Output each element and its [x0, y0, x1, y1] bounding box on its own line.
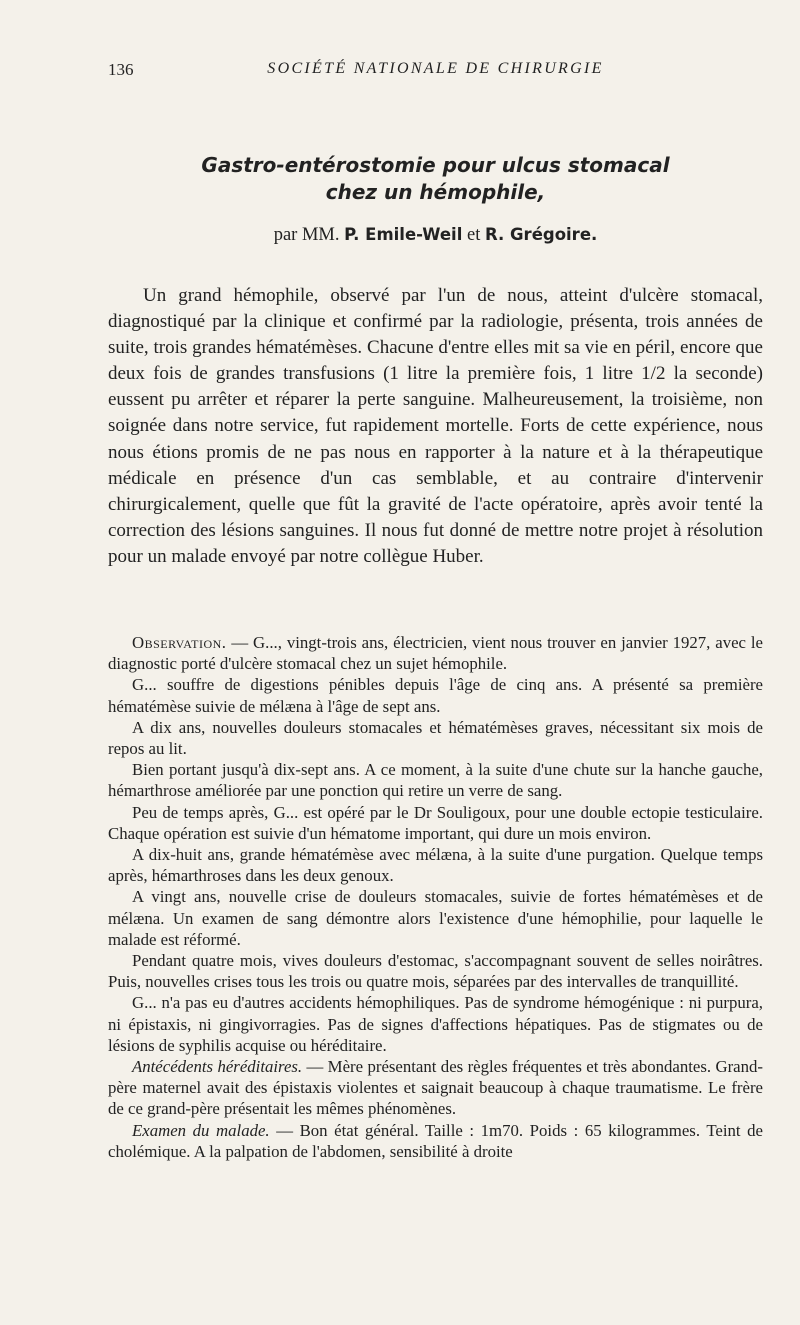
observation-section: [108, 632, 763, 1162]
byline-prefix: par MM.: [273, 225, 340, 245]
exam-lead: Examen du malade.: [132, 1120, 270, 1140]
page-number: 136: [108, 60, 134, 79]
byline: [108, 225, 763, 246]
obs-paragraph-3: A dix ans, nouvelles douleurs stomacales et hématémèses graves, nécessitant six mois de repos au lit.: [108, 717, 763, 759]
obs-paragraph-2: G... souffre de digestions pénibles depuis l'âge de cinq ans. A présenté sa première hématémèse suivie de mélæna à l'âge de sept ans.: [108, 675, 763, 716]
heredity-lead: Antécédents héréditaires.: [132, 1057, 303, 1077]
obs-paragraph-9: G... n'a pas eu d'autres accidents hémophiliques. Pas de syndrome hémogénique : ni purpura, ni épistaxis, ni gingivorragies. Pas de signes d'affections hépatiques. Pas de stigmates ou de lésions de syphilis acquise ou héréditaire.: [108, 993, 763, 1055]
obs-paragraph-5: Peu de temps après, G... est opéré par le Dr Souligoux, pour une double ectopie testiculaire. Chaque opération est suivie d'un hématome important, qui dure un mois environ.: [108, 802, 763, 843]
intro-section: [108, 283, 763, 570]
intro-paragraph: Un grand hémophile, observé par l'un de nous, atteint d'ulcère stomacal, diagnostiqué par la clinique et confirmé par la radiologie, présenta, trois années de suite, trois grandes hématémèses. Chacune d'entre elles mit sa vie en péril, encore que deux fois de grandes transfusions (1 litre la première fois, 1 litre 1/2 la seconde) eussent pu arrêter et réparer la perte sanguine. Malheureusement, la troisième, non soignée dans notre service, fut rapidement mortelle. Forts de cette expérience, nous nous étions promis de ne pas nous en rapporter à la nature et à la thérapeutique médicale en présence d'un cas semblable, et au contraire d'intervenir chirurgicalement, quelle que fût la gravité de l'acte opératoire, après avoir tenté la correction des lésions sanguines. Il nous fut donné de mettre notre projet à résolution pour un malade envoyé par notre collègue Huber.: [108, 285, 763, 567]
obs-paragraph-4: Bien portant jusqu'à dix-sept ans. A ce moment, à la suite d'une chute sur la hanche gauche, hémarthrose améliorée par une ponction qui retire un verre de sang.: [108, 760, 763, 801]
obs-paragraph-10: Antécédents héréditaires. — Mère présentant des règles fréquentes et très abondantes. Grand-père maternel avait des épistaxis violentes et saignait beaucoup à chaque traumatisme. Le frère de ce grand-père présentait les mêmes phénomènes.: [108, 1057, 763, 1119]
obs-paragraph-1: Observation. — G..., vingt-trois ans, électricien, vient nous trouver en janvier 1927, avec le diagnostic porté d'ulcère stomacal chez un sujet hémophile.: [108, 633, 763, 674]
byline-and: et: [467, 225, 481, 245]
page-header: [108, 60, 763, 86]
obs-paragraph-8: Pendant quatre mois, vives douleurs d'estomac, s'accompagnant souvent de selles noirâtres. Puis, nouvelles crises tous les trois ou quatre mois, séparées par des intervalles de tranquillité.: [108, 951, 763, 992]
obs-paragraph-11: Examen du malade. — Bon état général. Taille : 1m70. Poids : 65 kilogrammes. Teint de cholémique. A la palpation de l'abdomen, sensibilité à droite: [108, 1120, 763, 1161]
author-1: P. Emile-Weil: [344, 225, 463, 244]
author-2: R. Grégoire.: [484, 225, 598, 244]
running-title: SOCIÉTÉ NATIONALE DE CHIRURGIE: [267, 60, 604, 77]
article-title-line-2: chez un hémophile,: [325, 180, 546, 204]
article-title-line-1: Gastro-entérostomie pour ulcus stomacal: [201, 153, 670, 177]
observation-lead: Observation.: [132, 633, 227, 652]
obs-paragraph-7: A vingt ans, nouvelle crise de douleurs stomacales, suivie de fortes hématémèses et de mélæna. Un examen de sang démontre alors l'existence d'une hémophilie, pour laquelle le malade est réformé.: [108, 887, 763, 949]
obs-paragraph-6: A dix-huit ans, grande hématémèse avec mélæna, à la suite d'une purgation. Quelque temps après, hémarthroses dans les deux genoux.: [108, 845, 763, 886]
article-title: [108, 152, 763, 206]
